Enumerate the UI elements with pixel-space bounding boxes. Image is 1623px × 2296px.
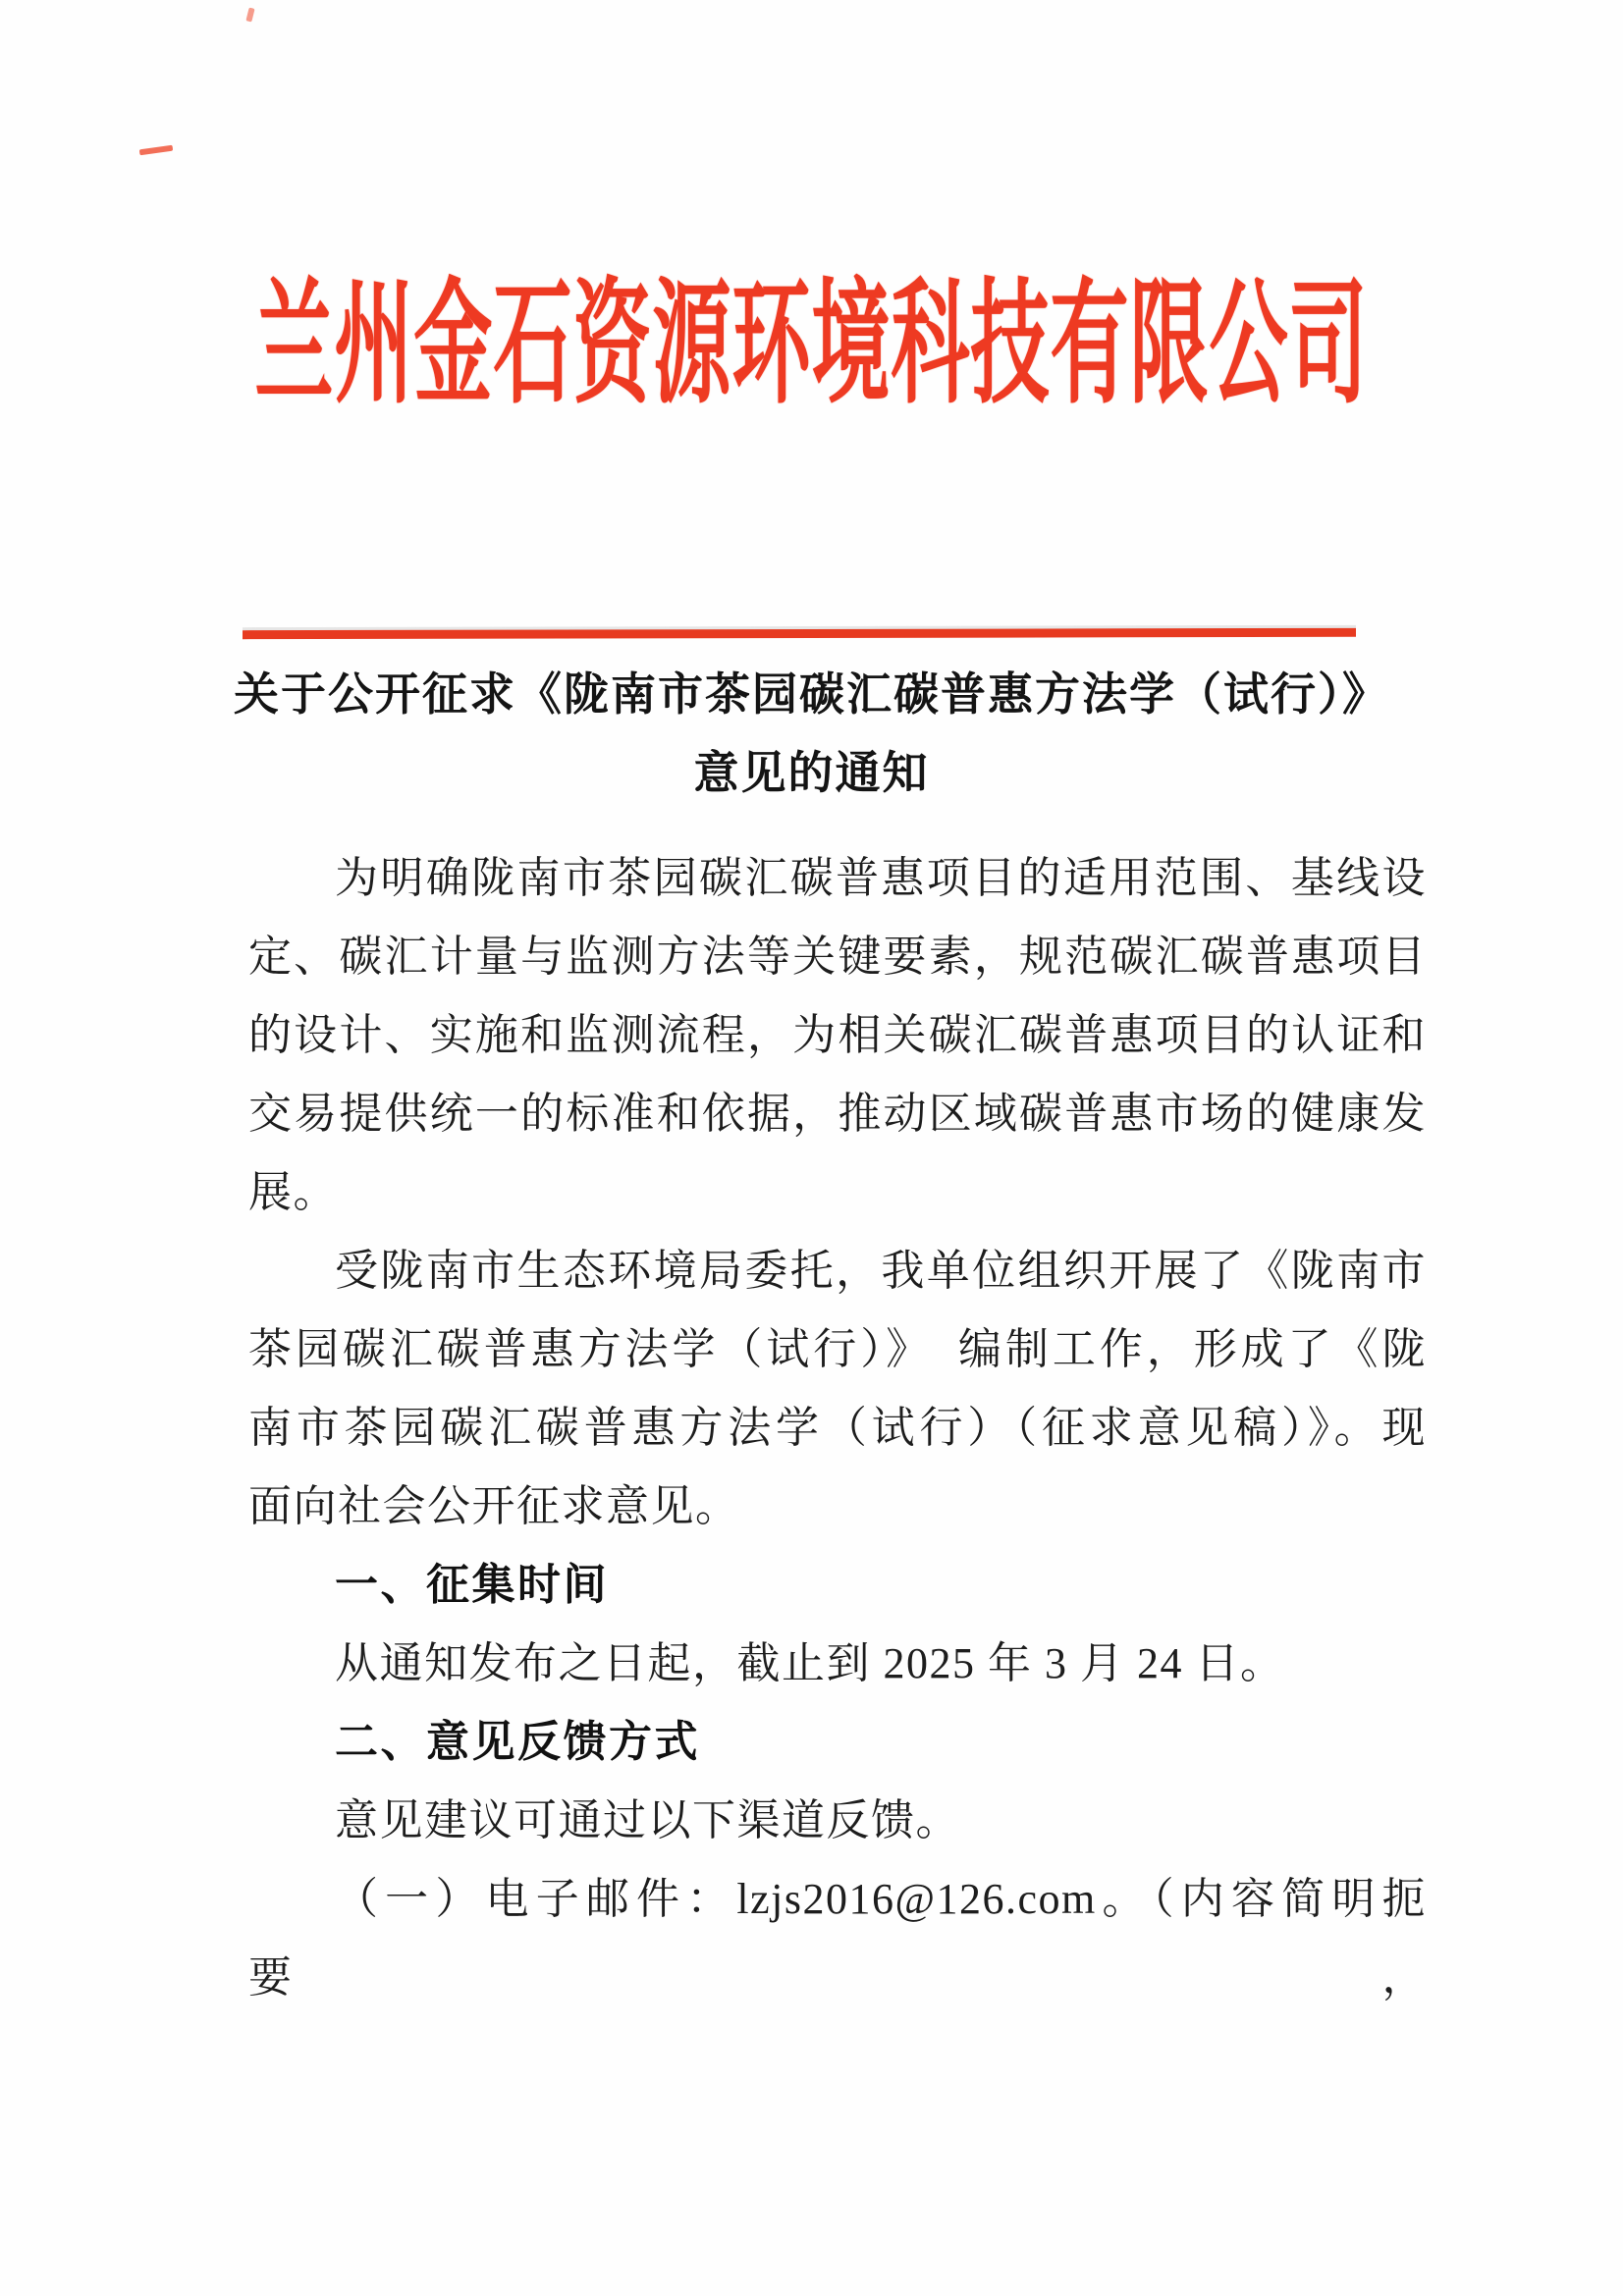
section2-intro: 意见建议可通过以下渠道反馈。 [335,1796,960,1844]
paragraph2-line: 面向社会公开征求意见。 [248,1482,740,1530]
paragraph1-line: 展。 [248,1168,338,1216]
section2-email-line: （一）电子邮件：lzjs2016@126.com。（内容简明扼要， [248,1875,1427,2002]
letterhead-company-name: 兰州金石资源环境科技有限公司 [254,272,1369,421]
paragraph1-line: 的设计、实施和监测流程，为相关碳汇碳普惠项目的认证和 [248,1011,1427,1059]
notice-title-line2: 意见的通知 [693,748,930,798]
red-divider-rule [243,628,1356,639]
paragraph1-line: 交易提供统一的标准和依据，推动区域碳普惠市场的健康发 [248,1090,1427,1138]
paragraph2-line: 南市茶园碳汇碳普惠方法学（试行）（征求意见稿）》。现 [248,1404,1427,1452]
paragraph2-line: 茶园碳汇碳普惠方法学（试行）》 编制工作，形成了《陇 [248,1325,1427,1373]
paragraph2-line: 受陇南市生态环境局委托，我单位组织开展了《陇南市 [335,1247,1427,1295]
notice-title [0,656,1623,813]
notice-body [248,839,1427,2017]
section1-heading: 一、征集时间 [335,1561,609,1609]
notice-title-line1: 关于公开征求《陇南市茶园碳汇碳普惠方法学（试行）》 [234,669,1389,720]
section1-deadline: 从通知发布之日起，截止到 2025 年 3 月 24 日。 [335,1639,1285,1687]
letterhead [0,272,1623,426]
paragraph1-line: 为明确陇南市茶园碳汇碳普惠项目的适用范围、基线设 [335,854,1427,902]
paragraph1-line: 定、碳汇计量与监测方法等关键要素，规范碳汇碳普惠项目 [248,933,1427,981]
section2-heading: 二、意见反馈方式 [335,1718,700,1766]
scan-artifact [139,145,174,156]
scan-artifact [245,7,254,22]
